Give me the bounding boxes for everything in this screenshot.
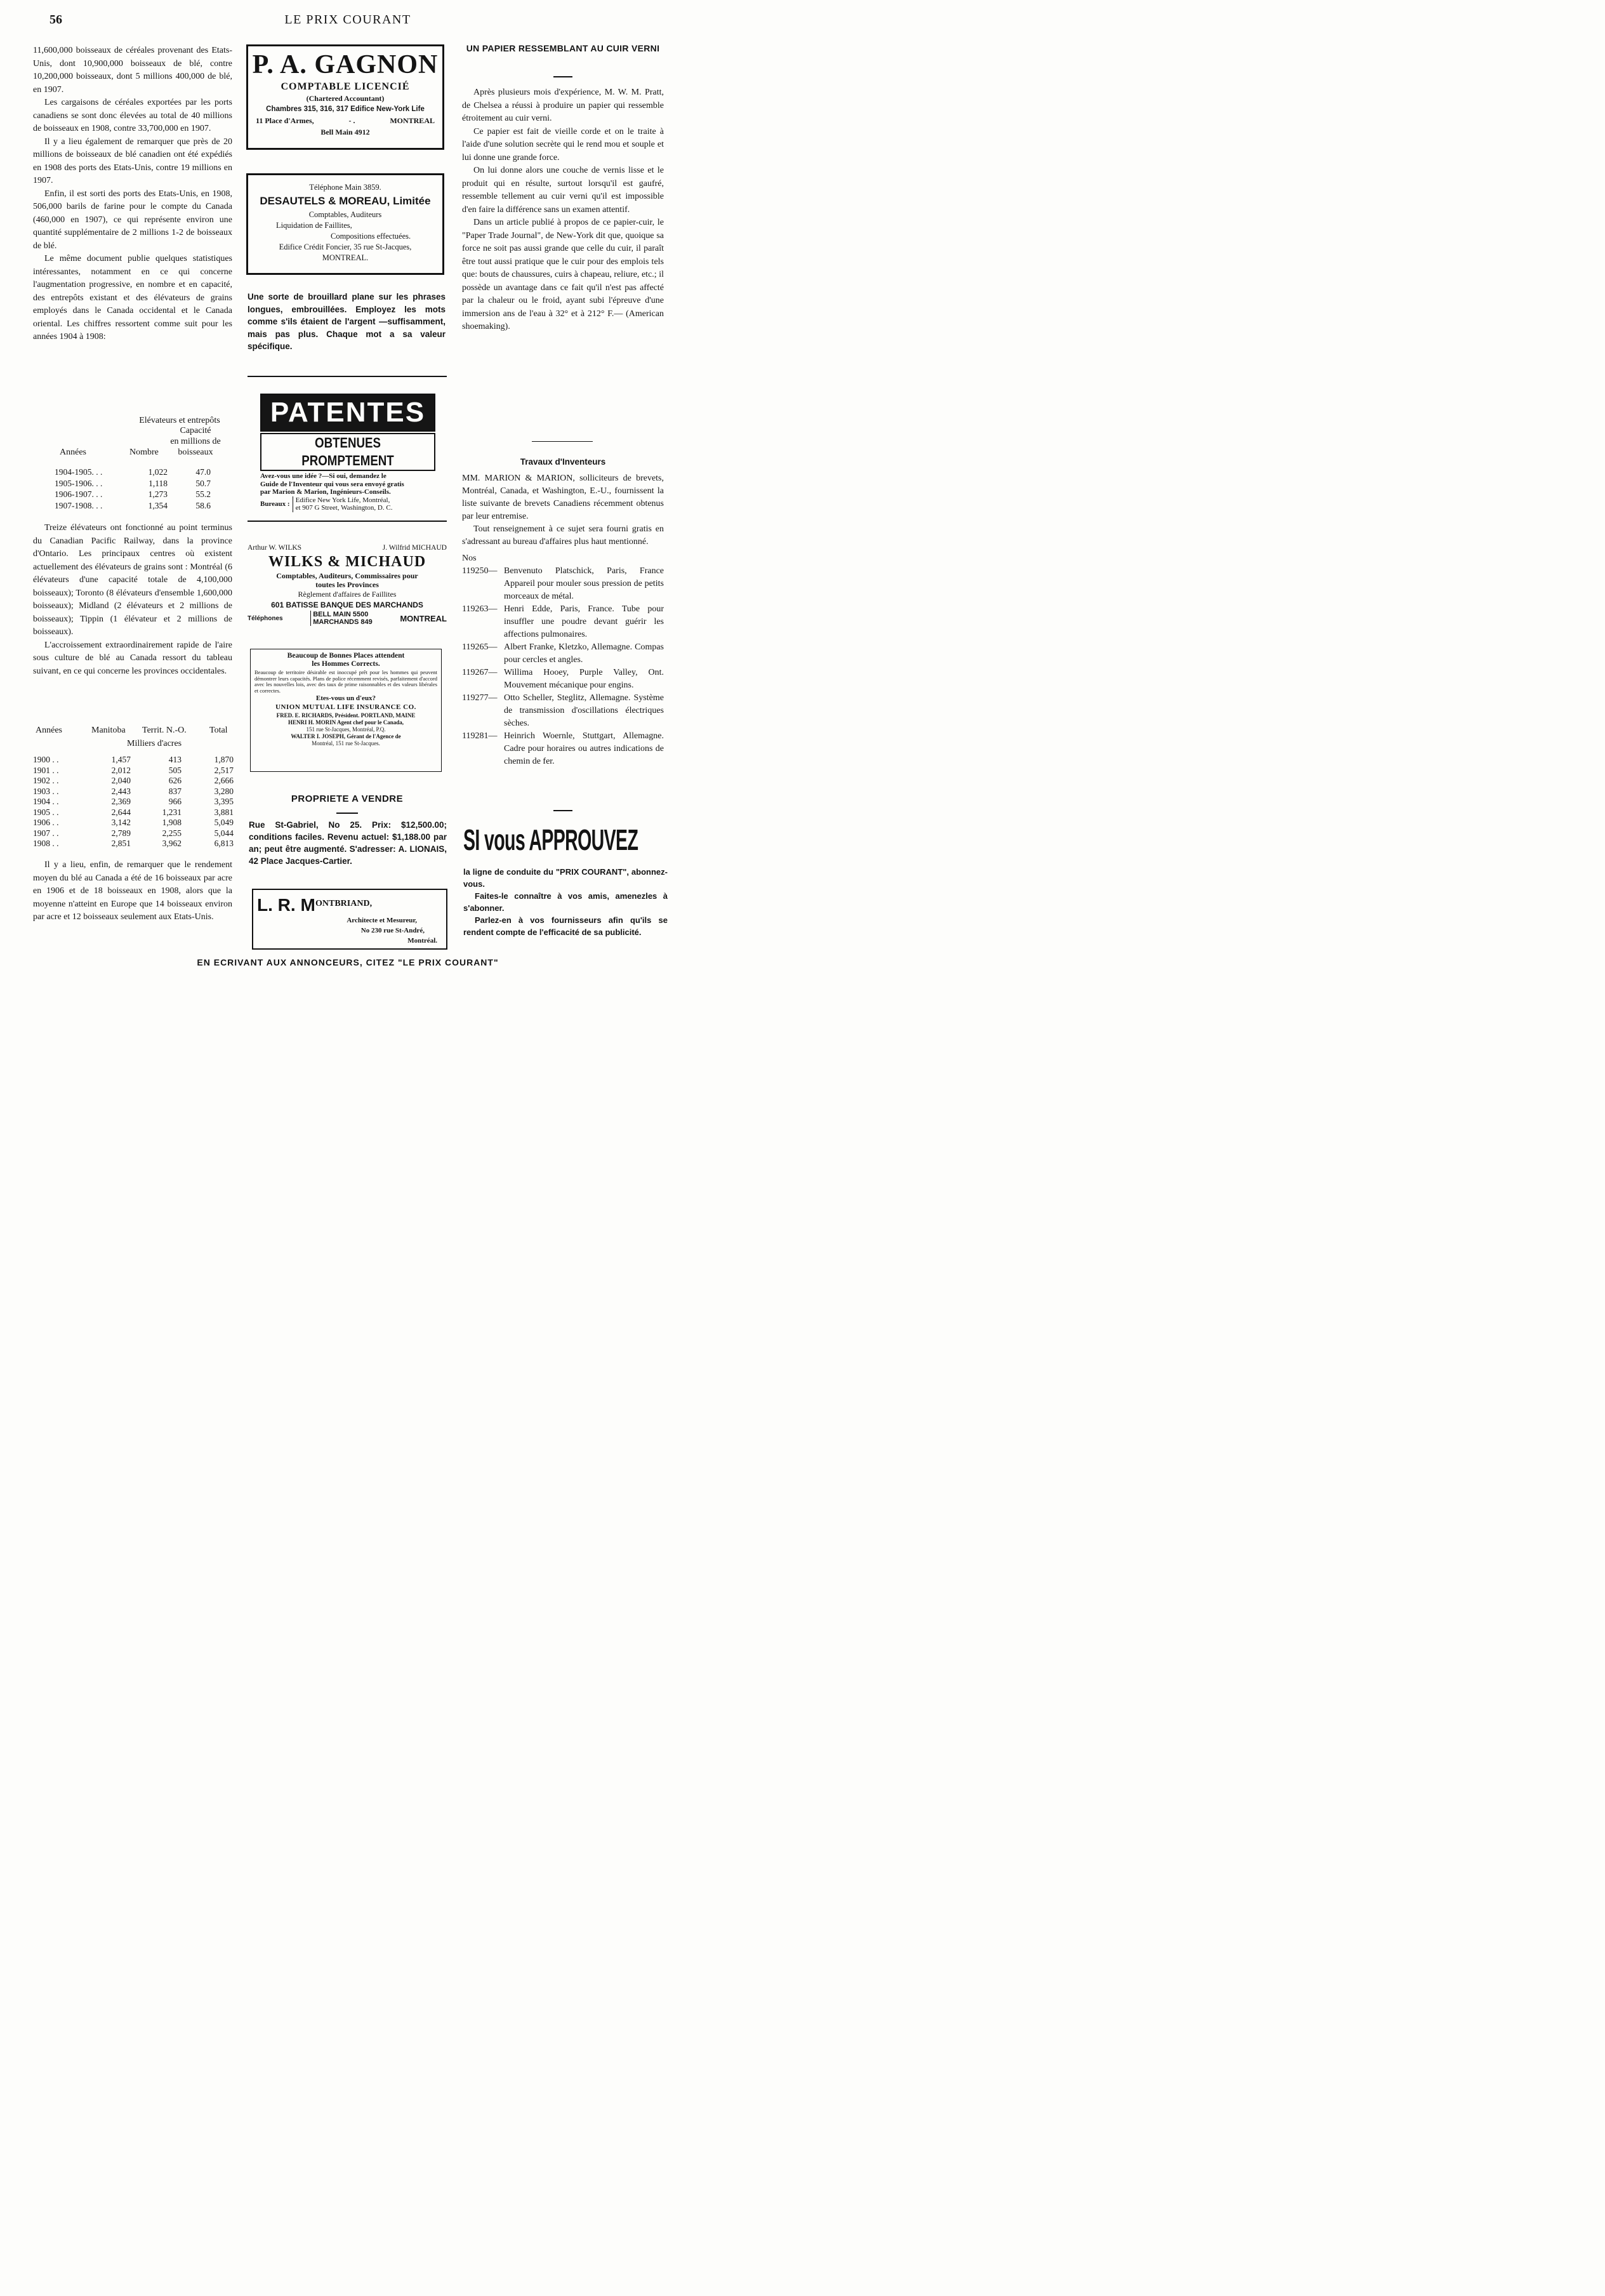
desautels-line: Liquidation de Faillites, [276, 221, 352, 230]
montbriand-line: Architecte et Mesureur, [347, 917, 417, 924]
patentes-ad [248, 394, 447, 512]
propriete-title: PROPRIETE A VENDRE [291, 793, 404, 804]
union-head: Beaucoup de Bonnes Places attendent [287, 652, 405, 660]
paragraph: Enfin, il est sorti des ports des Etats-Unis, en 1908, 506,000 barils de farine pour le compte du Canada (460,000 en 1907), ce qui représente environ une quantité supplémentaire de 2 millions 1-2 de boisseaux de blé. [33, 189, 232, 251]
gagnon-address: Chambres 315, 316, 317 Edifice New-York Life [266, 105, 425, 113]
montbriand-initials: L. R. M [257, 895, 315, 915]
table-cell: 1904 . . [33, 797, 59, 806]
table-cell: 837 [168, 786, 182, 796]
paragraph: Après plusieurs mois d'expérience, M. W. M. Pratt, de Chelsea a réussi à produire un papier qui ressemble étroitement au cuir verni. [462, 88, 664, 123]
left-column [33, 44, 232, 344]
gagnon-phone: Bell Main 4912 [320, 128, 370, 136]
masthead: LE PRIX COURANT [284, 13, 411, 27]
table-cell: 1908 . . [33, 839, 59, 848]
table-cell: 1900 . . [33, 755, 59, 764]
elevators-table [33, 415, 232, 511]
page-number: 56 [50, 13, 62, 27]
wilks-ad [248, 543, 447, 626]
table-cell: 505 [168, 765, 182, 775]
table-header-capacity-1: Capacité [180, 426, 211, 435]
table-cell: 413 [168, 755, 182, 764]
table-row [55, 500, 211, 512]
table-row [33, 797, 234, 807]
table-row [55, 489, 211, 500]
left-column-3 [33, 859, 232, 924]
wilks-city: MONTREAL [400, 613, 447, 623]
michaud-partner: J. Wilfrid MICHAUD [382, 544, 447, 552]
paragraph: Les cargaisons de céréales exportées par les ports canadiens se sont donc élevées au total de 40 millions de boisseaux en 1908, contre 33,700,000 en 1907. [33, 98, 232, 133]
wilks-partner: Arthur W. WILKS [248, 544, 302, 552]
table-cell: 2,517 [214, 765, 234, 775]
table-header: Manitoba [91, 726, 126, 735]
gagnon-ad [246, 44, 444, 150]
patent-text: Benvenuto Platschick, Paris, France Appareil pour mouler sous pression de petits morceaux de métal. [504, 566, 664, 601]
paragraph: Il y a lieu également de remarquer que près de 20 millions de boisseaux de blé canadien ont été expédiés en 1908 des ports des Etats-Unis, contre 19 millions en 1907. [33, 136, 232, 185]
divider [248, 376, 447, 377]
table-cell: 2,443 [111, 786, 131, 796]
travaux-section [462, 472, 664, 768]
table-cell: 1,022 [148, 467, 168, 477]
table-cell: 3,881 [214, 807, 234, 817]
right-column [462, 86, 664, 334]
divider [553, 810, 572, 811]
table-cell: 1906-1907. . . [55, 489, 103, 499]
table-cell: 3,395 [214, 797, 234, 806]
montbriand-line: Montréal. [407, 937, 437, 945]
table-row [33, 786, 234, 797]
table-row [55, 467, 211, 478]
table-cell: 966 [168, 797, 182, 806]
union-line: HENRI H. MORIN Agent chef pour le Canada, [287, 719, 404, 726]
union-company: UNION MUTUAL LIFE INSURANCE CO. [275, 703, 416, 711]
patent-number: 119267— [462, 668, 498, 677]
patent-text: Willima Hooey, Purple Valley, Ont. Mouvement mécanique pour engins. [504, 668, 664, 690]
table-cell: 1903 . . [33, 786, 59, 796]
table-row [33, 828, 234, 839]
divider [336, 813, 358, 814]
divider [532, 441, 593, 442]
list-item [462, 603, 664, 641]
paragraph: Le même document publie quelques statistiques intéressantes, notamment en ce qui concerne l'augmentation progressive, en nombre et en capacité, des entrepôts existant et des élévateurs de grains employés dans le Canada occidental et le Canada oriental. Les chiffres ressortent comme suit pour les années 1904 à 1908: [33, 254, 232, 342]
table-cell: 1902 . . [33, 776, 59, 785]
patentes-line: par Marion & Marion, Ingénieurs-Conseils. [260, 488, 391, 496]
table-cell: 50.7 [195, 478, 211, 488]
table-cell: 1901 . . [33, 765, 59, 775]
table-cell: 2,040 [111, 776, 131, 785]
patent-number: 119250— [462, 566, 498, 576]
patent-number: 119281— [462, 731, 498, 741]
patentes-title: PATENTES [270, 397, 426, 428]
acres-table [33, 726, 235, 849]
table-cell: 2,789 [111, 828, 131, 838]
table-row [33, 818, 234, 828]
paragraph: Ce papier est fait de vieille corde et on le traite à l'aide d'une solution secrète qui le rend mou et souple et lui donne une grande force. [462, 126, 664, 163]
patent-text: Otto Scheller, Steglitz, Allemagne. Système de transmission d'oscillations électriques sèches. [504, 693, 664, 728]
divider [248, 521, 447, 522]
table-cell: 2,012 [111, 765, 131, 775]
patentes-line: Guide de l'Inventeur qui vous sera envoyé gratis [260, 480, 404, 488]
travaux-title: Travaux d'Inventeurs [520, 457, 606, 467]
list-item [462, 565, 664, 603]
list-item [462, 641, 664, 667]
patentes-bureau: Edifice New York Life, Montréal, [295, 496, 390, 504]
wilks-phones-label: Téléphones [248, 614, 283, 622]
table-cell: 3,142 [111, 818, 131, 827]
union-head: les Hommes Corrects. [312, 660, 380, 668]
patent-text: Heinrich Woernle, Stuttgart, Allemagne. Cadre pour horaires ou autres indications de chemin de fer. [504, 731, 664, 766]
paragraph: L'accroissement extraordinairement rapide de l'aire sous culture de blé au Canada ressort du tableau suivant, en ce qui concerne les provinces occidentales. [33, 640, 232, 676]
left-column-2 [33, 522, 232, 678]
gagnon-name: P. A. GAGNON [252, 50, 439, 79]
table-row [33, 776, 234, 786]
table-cell: 2,851 [111, 839, 131, 848]
elevators-rows [55, 467, 211, 511]
montbriand-ad [252, 889, 447, 950]
patent-text: Albert Franke, Kletzko, Allemagne. Compas pour cercles et angles. [504, 642, 664, 665]
patentes-bureaux-label: Bureaux : [260, 500, 290, 508]
gagnon-title: COMPTABLE LICENCIÉ [281, 81, 410, 92]
montbriand-name: ONTBRIAND, [315, 899, 373, 908]
table-cell: 1905 . . [33, 807, 59, 817]
gagnon-city: MONTREAL [390, 116, 435, 125]
table-header-number: Nombre [129, 448, 159, 457]
union-body: Beaucoup de territoire désirable est inoccupé prêt pour les hommes qui peuvent démontrer leurs capacités. Plans de police récemment revisés, parfaitement d'accord avec les nouvelles lois, avec des taux de prime raisonnables et des valeurs libérales et correctes. [254, 669, 437, 694]
union-question: Etes-vous un d'eux? [315, 694, 376, 702]
divider [553, 76, 572, 77]
table-row [33, 755, 234, 766]
gagnon-separator: - . [348, 116, 355, 125]
table-header-years: Années [60, 448, 86, 457]
desautels-line: MONTREAL. [322, 253, 369, 262]
table-cell: 2,666 [214, 776, 234, 785]
table-cell: 1,870 [214, 755, 234, 764]
table-header: Territ. N.-O. [142, 726, 187, 735]
wilks-line: Règlement d'affaires de Faillites [298, 590, 397, 599]
desautels-line: Comptables, Auditeurs [308, 210, 382, 219]
table-row [33, 807, 234, 818]
table-cell: 1,118 [149, 478, 168, 488]
montbriand-line: No 230 rue St-André, [360, 927, 425, 934]
paragraph: 11,600,000 boisseaux de céréales provenant des Etats-Unis, dont 10,900,000 boisseaux de blé, contre 10,200,000 boisseaux, dont 5 millions 400,000 de blé, en 1907. [33, 46, 232, 95]
table-row [33, 839, 234, 849]
table-cell: 2,644 [111, 807, 131, 817]
table-group-header: Elévateurs et entrepôts [139, 416, 220, 425]
union-line: 151 rue St-Jacques, Montréal, P.Q. [306, 726, 386, 733]
brouillard-notice: Une sorte de brouillard plane sur les phrases longues, embrouillées. Employez les mots comme s'ils étaient de l'argent —suffisamment, mais pas plus. Chaque mot a sa valeur spécifique. [248, 292, 446, 351]
table-cell: 1,354 [148, 500, 168, 510]
acres-rows [33, 755, 234, 849]
article-title: UN PAPIER RESSEMBLANT AU CUIR VERNI [466, 43, 660, 53]
desautels-line: Compositions effectuées. [331, 232, 411, 241]
table-row [33, 766, 234, 776]
table-cell: 1907 . . [33, 828, 59, 838]
table-cell: 626 [168, 776, 182, 785]
table-header: Total [209, 726, 228, 735]
paragraph: Il y a lieu, enfin, de remarquer que le rendement moyen du blé au Canada a été de 16 boisseaux par acre en 1906 et de 18 boisseaux en 1908, alors que la moyenne n'atteint en Europe que 14 boisseaux environ par acre et 12 boisseaux seulement aux Etats-Unis. [33, 860, 232, 922]
wilks-phone: MARCHANDS 849 [313, 618, 373, 626]
patent-number: 119265— [462, 642, 498, 652]
desautels-phone: Téléphone Main 3859. [309, 183, 381, 192]
table-cell: 1907-1908. . . [55, 500, 103, 510]
patent-number: 119263— [462, 604, 498, 614]
approuvez-headline: SI vous APPROUVEZ [463, 823, 638, 856]
table-cell: 1,273 [148, 489, 168, 499]
wilks-line: Comptables, Auditeurs, Commissaires pour [276, 571, 418, 580]
union-line: FRED. E. RICHARDS, Président. PORTLAND, MAINE [276, 712, 416, 719]
propriete-body: Rue St-Gabriel, No 25. Prix: $12,500.00; conditions faciles. Revenu actuel: $1,188.00 par an; peut être augmenté. S'adresser: A. LIONAIS, 42 Place Jacques-Cartier. [249, 820, 447, 866]
table-cell: 1905-1906. . . [55, 478, 103, 488]
table-cell: 58.6 [195, 500, 211, 510]
table-cell: 1,908 [162, 818, 182, 827]
table-header: Années [36, 726, 62, 735]
table-subheader: Milliers d'acres [127, 739, 182, 748]
table-cell: 6,813 [214, 839, 234, 848]
desautels-name: DESAUTELS & MOREAU, Limitée [260, 195, 431, 207]
travaux-intro: MM. MARION & MARION, solliciteurs de brevets, Montréal, Canada, et Washington, E.-U., fournissent la liste suivante de brevets Canadiens récemment obtenus par leur entremise. [462, 474, 664, 521]
paragraph: Dans un article publié à propos de ce papier-cuir, le "Paper Trade Journal", de New-York dit que, quoique sa force ne soit pas aussi grande que celle du cuir, il paraît être tout aussi pratique que le cuir pour des emplois tels que: bouts de chaussures, cuirs à chapeau, reliure, etc.; il possède un avantage dans ce fait qu'il n'est pas affecté par la chaleur ou le froid, ayant subi l'épreuve d'une immersion ans de l'eau à 32° et à 212° F.— (American shoemaking). [462, 218, 664, 331]
table-cell: 5,044 [214, 828, 234, 838]
patent-text: Henri Edde, Paris, France. Tube pour insuffler une poudre devant guérir les affections pulmonaires. [504, 604, 664, 639]
wilks-phone: BELL MAIN 5500 [313, 611, 369, 618]
list-item [462, 692, 664, 730]
desautels-line: Edifice Crédit Foncier, 35 rue St-Jacques, [279, 242, 412, 251]
desautels-ad [246, 173, 444, 275]
union-line: WALTER I. JOSEPH, Gérant de l'Agence de [291, 733, 401, 740]
paragraph: la ligne de conduite du "PRIX COURANT", abonnez-vous. [463, 867, 668, 889]
wilks-line: toutes les Provinces [315, 580, 379, 589]
table-cell: 2,255 [162, 828, 182, 838]
travaux-intro: Tout renseignement à ce sujet sera fourni gratis en s'adressant au bureau d'affaires plus haut mentionné. [462, 524, 664, 547]
table-cell: 3,962 [162, 839, 182, 848]
footer-notice: EN ECRIVANT AUX ANNONCEURS, CITEZ "LE PRIX COURANT" [197, 957, 499, 967]
union-line: Montréal, 151 rue St-Jacques. [312, 740, 380, 747]
patentes-subtitle: OBTENUES PROMPTEMENT [301, 435, 394, 468]
table-cell: 1904-1905. . . [55, 467, 103, 477]
table-cell: 1906 . . [33, 818, 59, 827]
table-cell: 1,231 [162, 807, 182, 817]
table-header-capacity-3: boisseaux [178, 448, 213, 457]
table-cell: 5,049 [214, 818, 234, 827]
paragraph: Faites-le connaître à vos amis, amenezles à s'abonner. [463, 891, 668, 913]
table-row [55, 478, 211, 489]
gagnon-subtitle: (Chartered Accountant) [306, 94, 385, 103]
table-cell: 47.0 [195, 467, 211, 477]
wilks-name: WILKS & MICHAUD [268, 554, 426, 570]
table-header-capacity-2: en millions de [170, 437, 221, 446]
wilks-line: 601 BATISSE BANQUE DES MARCHANDS [271, 601, 423, 609]
paragraph: On lui donne alors une couche de vernis lisse et le produit qui en résulte, surtout lorsqu'il est gaufré, ressemble tellement au cuir verni qu'il est impossible d'en faire la différence sans un examen attentif. [462, 166, 664, 215]
approuvez-text [463, 866, 668, 938]
patentes-bureau: et 907 G Street, Washington, D. C. [295, 504, 393, 512]
union-mutual-ad [250, 649, 442, 772]
table-cell: 2,369 [111, 797, 131, 806]
list-item [462, 667, 664, 692]
paragraph: Parlez-en à vos fournisseurs afin qu'ils se rendent compte de l'efficacité de sa publicité. [463, 915, 668, 937]
table-cell: 1,457 [111, 755, 131, 764]
gagnon-street: 11 Place d'Armes, [256, 116, 314, 125]
paragraph: Treize élévateurs ont fonctionné au point terminus du Canadian Pacific Railway, dans la province d'Ontario. Les principaux centres où existent actuellement des élévateurs de grains sont : Montréal (6 élévateurs d'une capacité totale de 4,100,000 boisseaux); Toronto (8 élévateurs d'ensemble 1,600,000 boisseaux); Midland (2 élévateurs et 2 millions de boisseaux); Tippin (1 élévateur et 2 millions de boisseaux). [33, 523, 232, 637]
list-item [462, 730, 664, 768]
table-cell: 55.2 [195, 489, 211, 499]
patent-number: 119277— [462, 693, 498, 703]
travaux-nos: Nos [462, 554, 477, 563]
patentes-line: Avez-vous une idée ?—Si oui, demandez le [260, 472, 386, 480]
table-cell: 3,280 [214, 786, 234, 796]
